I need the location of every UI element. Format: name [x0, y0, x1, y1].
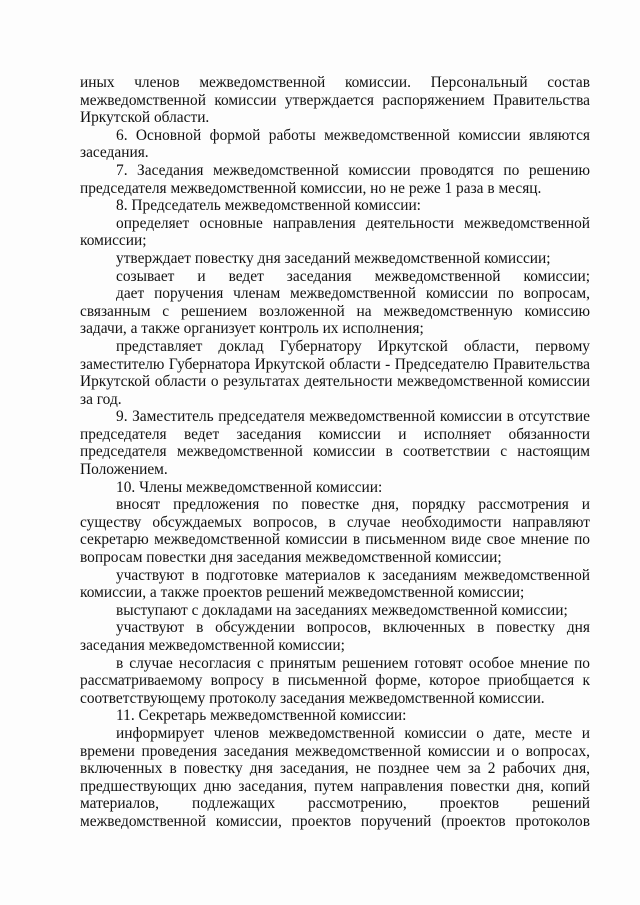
paragraph-8-heading: 8. Председатель межведомственной комиссии:: [116, 197, 421, 215]
paragraph-11-heading: 11. Секретарь межведомственной комиссии:: [116, 707, 407, 725]
members-duty-1: вносят предложения по повестке дня, порядку рассмотрения и существу обсуждаемых вопросов, в случае необходимости направляют секретарю межведомственной комиссии в письменном виде свое мнение по вопросам повестки дня заседания межведомственной комиссии;: [80, 496, 590, 567]
chairman-duty-1: определяет основные направления деятельности межведомственной комиссии;: [80, 214, 590, 250]
chairman-duty-2: утверждает повестку дня заседаний межведомственной комиссии;: [116, 249, 551, 267]
members-duty-5: в случае несогласия с принятым решением готовят особое мнение по рассматриваемому вопросу в письменной форме, которое приобщается к соответствующему протоколу заседания межведомственной комиссии.: [80, 654, 590, 707]
paragraph-9: 9. Заместитель председателя межведомственной комиссии в отсутствие председателя ведет заседания комиссии и исполняет обязанности председателя межведомственной комиссии в соответствии с настоящим Положением.: [80, 408, 590, 479]
secretary-duty-1: информирует членов межведомственной комиссии о дате, месте и времени проведения заседания межведомственной комиссии и о вопросах, включенных в повестку дня заседания, не позднее чем за 2 рабочих дня, предшествующих дню заседания, путем направления повестки дня, копий материалов, подлежащих рассмотрению, проектов решений межведомственной комиссии, проектов поручений (проектов протоколов: [80, 724, 590, 830]
chairman-duty-5: представляет доклад Губернатору Иркутской области, первому заместителю Губернатора Иркутской области - Председателю Правительства Иркутской области о результатах деятельности межведомственной комиссии за год.: [80, 337, 590, 408]
paragraph-6: 6. Основной формой работы межведомственной комиссии являются заседания.: [80, 126, 590, 162]
members-duty-2: участвуют в подготовке материалов к заседаниям межведомственной комиссии, а также проектов решений межведомственной комиссии;: [80, 566, 590, 602]
members-duty-3: выступают с докладами на заседаниях межведомственной комиссии;: [116, 601, 568, 619]
chairman-duty-3: созывает и ведет заседания межведомственной комиссии;: [116, 267, 590, 285]
document-body: [80, 74, 590, 831]
chairman-duty-4: дает поручения членам межведомственной комиссии по вопросам, связанным с решением возложенной на межведомственную комиссию задачи, а также организует контроль их исполнения;: [80, 285, 590, 338]
paragraph-7: 7. Заседания межведомственной комиссии проводятся по решению председателя межведомственной комиссии, но не реже 1 раза в месяц.: [80, 161, 590, 197]
members-duty-4: участвуют в обсуждении вопросов, включенных в повестку дня заседания межведомственной комиссии;: [80, 619, 590, 654]
paragraph-10-heading: 10. Члены межведомственной комиссии:: [116, 478, 383, 496]
paragraph-5-continuation: иных членов межведомственной комиссии. Персональный состав межведомственной комиссии утверждается распоряжением Правительства Иркутской области.: [80, 74, 590, 127]
